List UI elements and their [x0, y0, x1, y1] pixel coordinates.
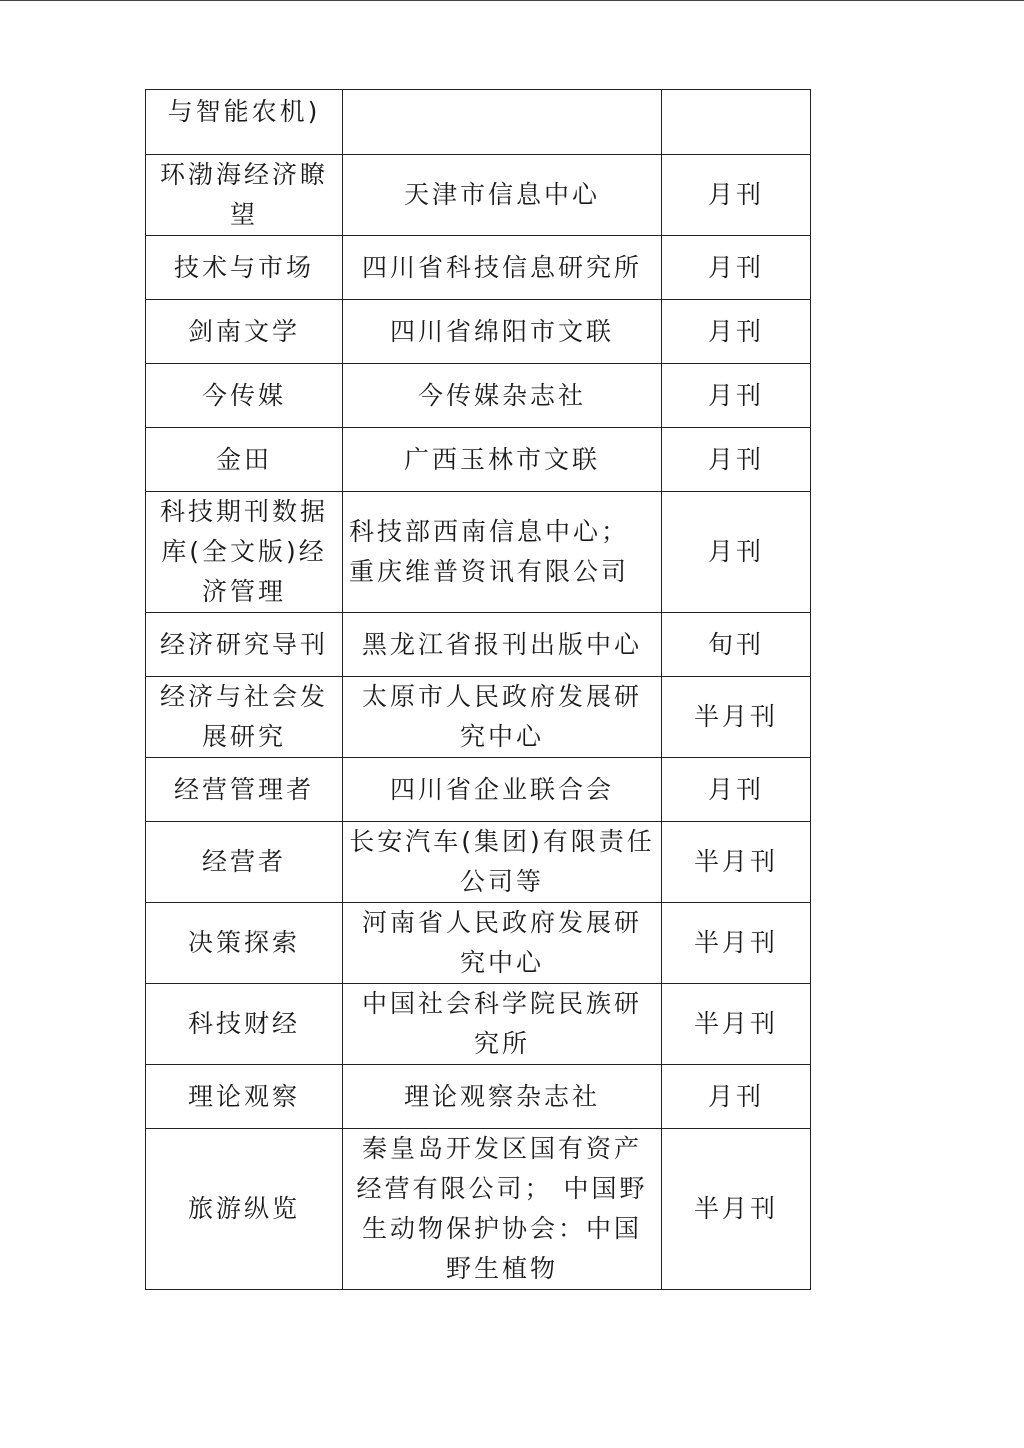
- journal-name-cell: 理论观察: [146, 1065, 343, 1129]
- publisher-cell: 河南省人民政府发展研究中心: [343, 903, 662, 984]
- publisher-cell: 长安汽车(集团)有限责任公司等: [343, 822, 662, 903]
- frequency-cell: 月刊: [662, 364, 811, 428]
- table-row: [146, 822, 811, 903]
- table-row: [146, 984, 811, 1065]
- frequency-cell: 月刊: [662, 492, 811, 613]
- table-row: [146, 300, 811, 364]
- frequency-cell: 月刊: [662, 758, 811, 822]
- frequency-cell: 月刊: [662, 1065, 811, 1129]
- frequency-cell: 半月刊: [662, 677, 811, 758]
- journal-name-cell: 旅游纵览: [146, 1129, 343, 1290]
- publisher-cell: 四川省科技信息研究所: [343, 236, 662, 300]
- table-row: [146, 364, 811, 428]
- table-row: [146, 613, 811, 677]
- frequency-cell: [662, 90, 811, 155]
- table-row: [146, 1129, 811, 1290]
- table-row: [146, 1065, 811, 1129]
- table-row: [146, 677, 811, 758]
- publisher-cell: 太原市人民政府发展研究中心: [343, 677, 662, 758]
- publisher-cell: 四川省绵阳市文联: [343, 300, 662, 364]
- frequency-cell: 半月刊: [662, 1129, 811, 1290]
- frequency-cell: 月刊: [662, 236, 811, 300]
- table-row: [146, 90, 811, 155]
- table-row: [146, 903, 811, 984]
- journal-name-cell: 经营者: [146, 822, 343, 903]
- table-row: [146, 428, 811, 492]
- journal-name-cell: 技术与市场: [146, 236, 343, 300]
- frequency-cell: 月刊: [662, 155, 811, 236]
- frequency-cell: 旬刊: [662, 613, 811, 677]
- publisher-cell: 秦皇岛开发区国有资产经营有限公司； 中国野生动物保护协会：中国野生植物: [343, 1129, 662, 1290]
- frequency-cell: 半月刊: [662, 822, 811, 903]
- table-row: [146, 758, 811, 822]
- publisher-cell: 中国社会科学院民族研究所: [343, 984, 662, 1065]
- frequency-cell: 月刊: [662, 428, 811, 492]
- publisher-cell: [343, 90, 662, 155]
- journal-table: [145, 89, 811, 1290]
- publisher-cell: 科技部西南信息中心；重庆维普资讯有限公司: [343, 492, 662, 613]
- publisher-cell: 黑龙江省报刊出版中心: [343, 613, 662, 677]
- journal-name-cell: 金田: [146, 428, 343, 492]
- journal-name-cell: 环渤海经济瞭望: [146, 155, 343, 236]
- publisher-cell: 天津市信息中心: [343, 155, 662, 236]
- publisher-cell: 今传媒杂志社: [343, 364, 662, 428]
- publisher-cell: 广西玉林市文联: [343, 428, 662, 492]
- journal-name-cell: 经济与社会发展研究: [146, 677, 343, 758]
- journal-name-cell: 与智能农机): [146, 90, 343, 155]
- journal-name-cell: 剑南文学: [146, 300, 343, 364]
- frequency-cell: 月刊: [662, 300, 811, 364]
- page-top-border: [0, 0, 1024, 1]
- journal-name-cell: 经营管理者: [146, 758, 343, 822]
- publisher-cell: 四川省企业联合会: [343, 758, 662, 822]
- journal-name-cell: 科技期刊数据库(全文版)经济管理: [146, 492, 343, 613]
- table-row: [146, 492, 811, 613]
- journal-name-cell: 决策探索: [146, 903, 343, 984]
- frequency-cell: 半月刊: [662, 984, 811, 1065]
- publisher-cell: 理论观察杂志社: [343, 1065, 662, 1129]
- table-row: [146, 236, 811, 300]
- journal-name-cell: 经济研究导刊: [146, 613, 343, 677]
- journal-name-cell: 今传媒: [146, 364, 343, 428]
- journal-name-cell: 科技财经: [146, 984, 343, 1065]
- table-row: [146, 155, 811, 236]
- frequency-cell: 半月刊: [662, 903, 811, 984]
